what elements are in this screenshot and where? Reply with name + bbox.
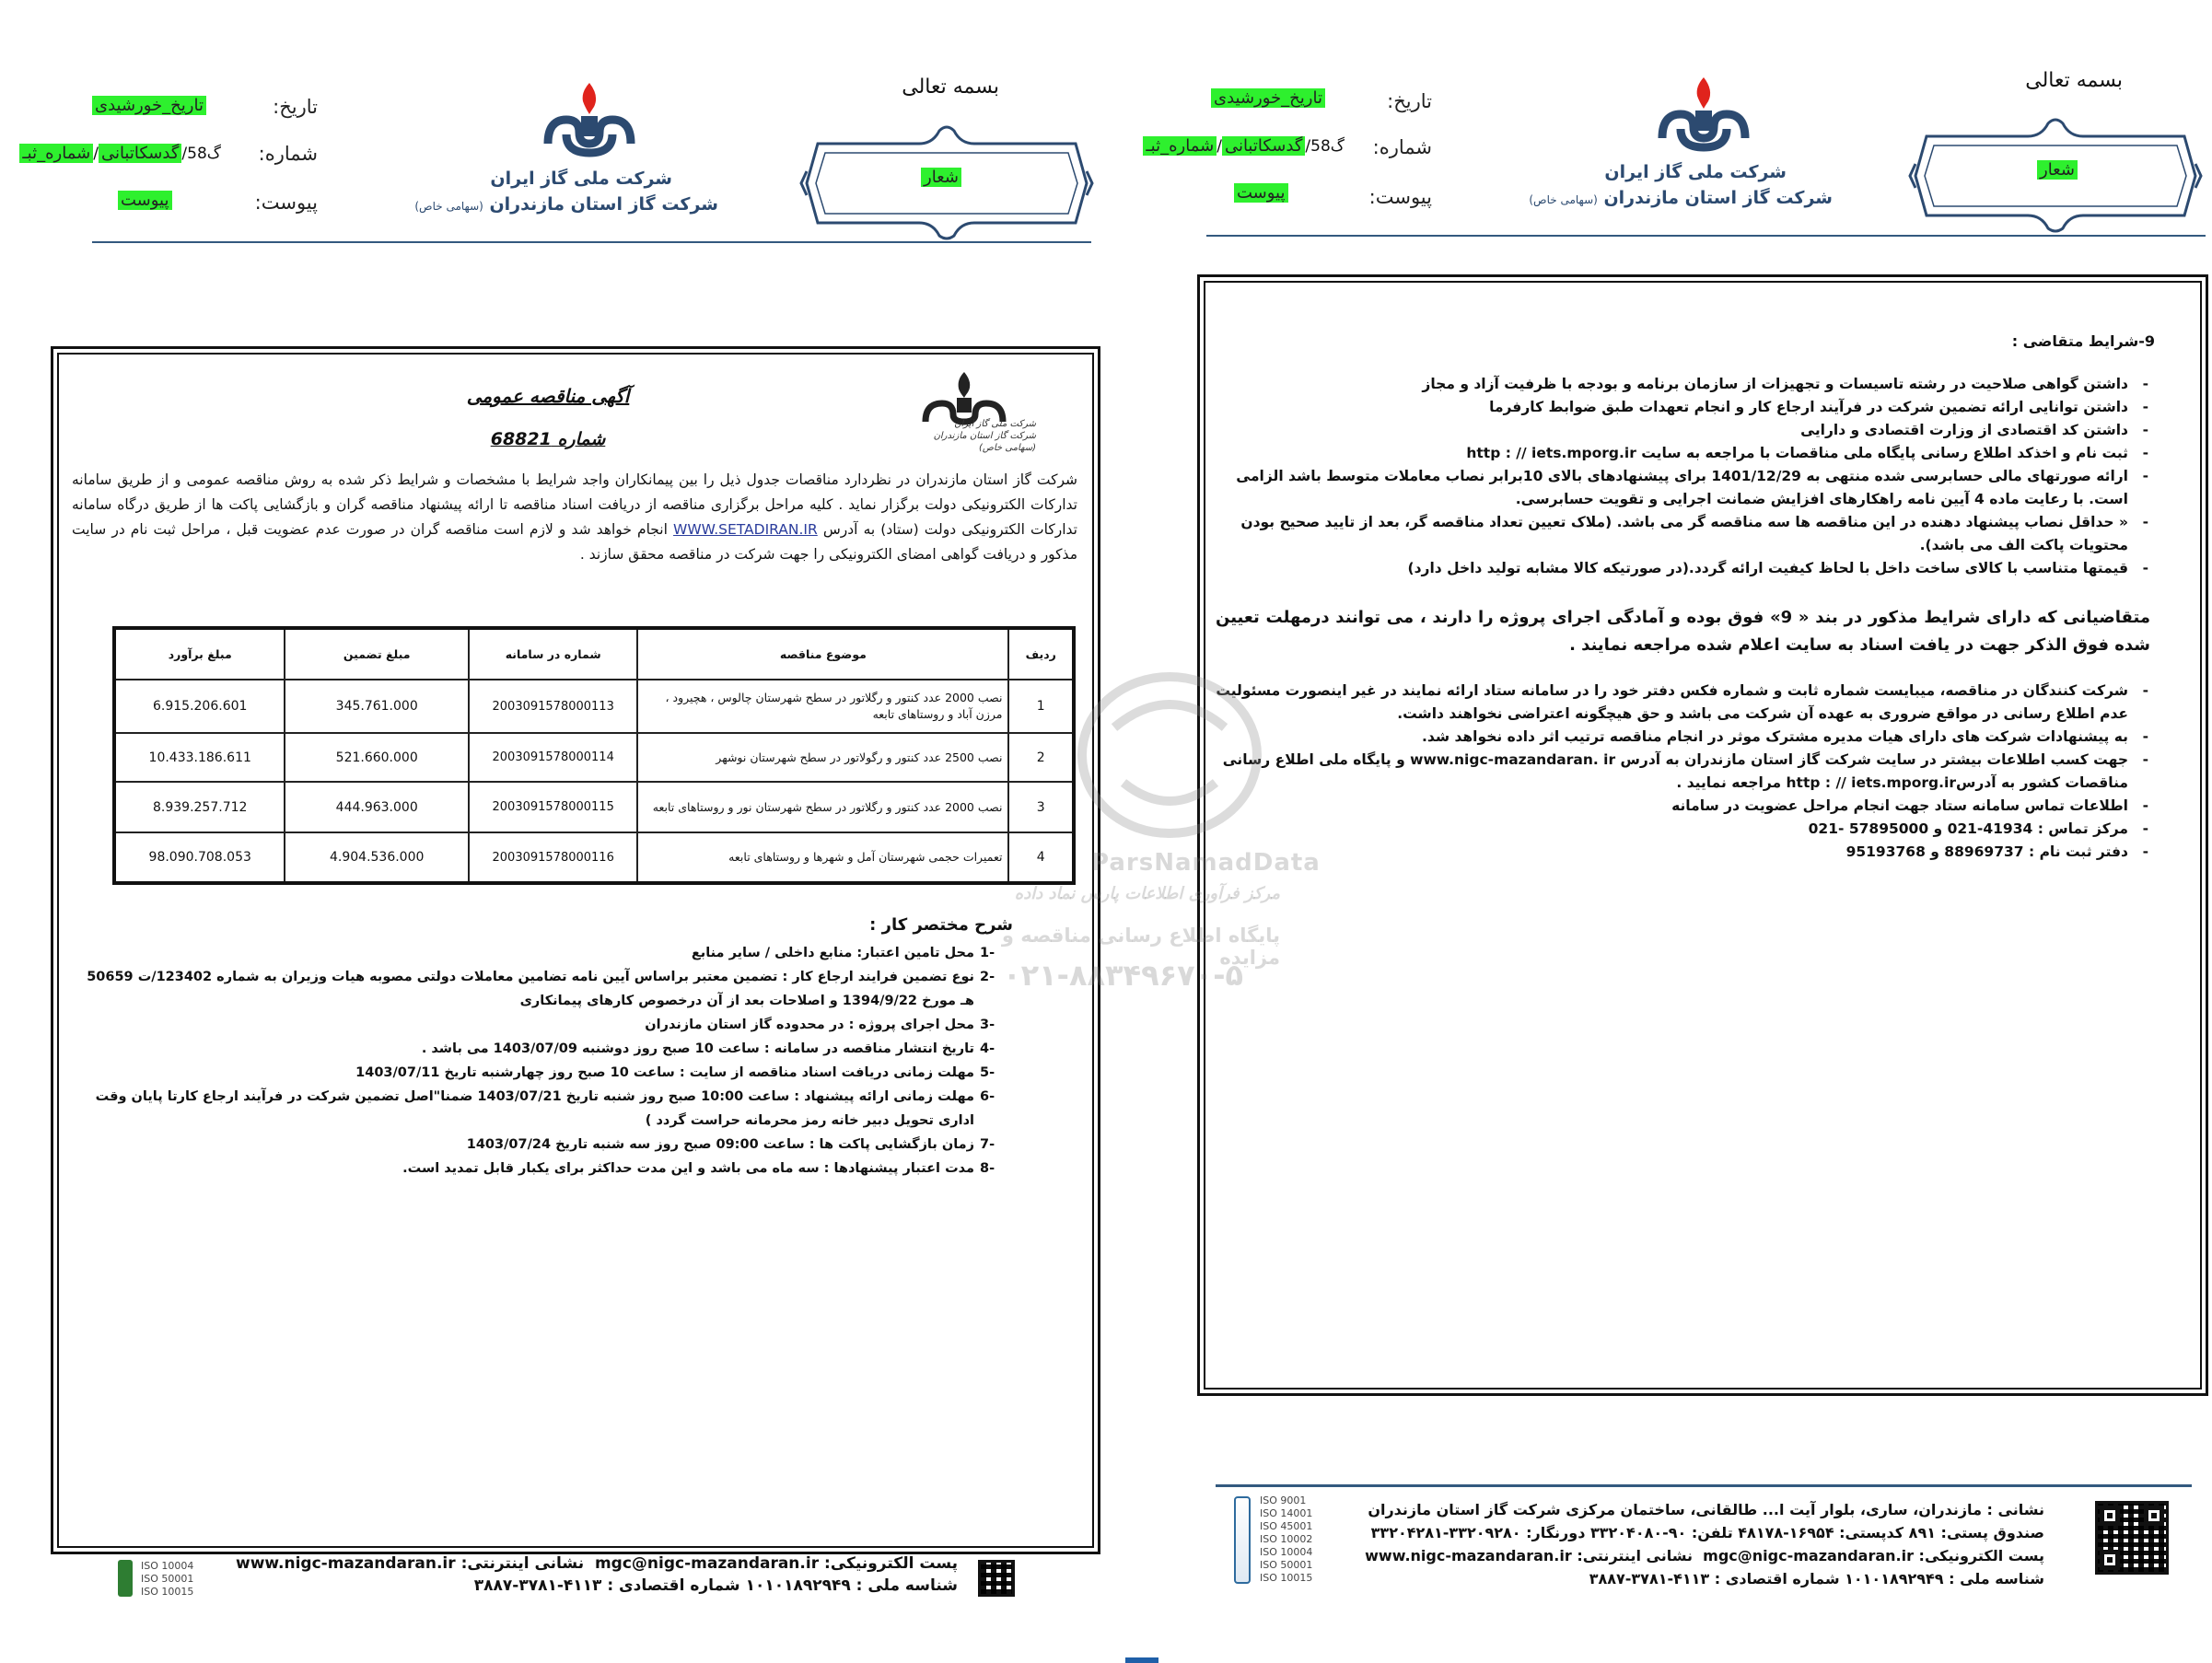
date-field: تاریخ_خورشیدی xyxy=(92,96,206,115)
condition-item: - مرکز تماس : 41934-021 و 57895000 -021 xyxy=(1216,818,2150,841)
summary-item-number: 1- xyxy=(980,946,995,960)
cell-estimate: 98.090.708.053 xyxy=(114,832,285,883)
cell-guarantee: 444.963.000 xyxy=(285,782,469,832)
company-name: شرکت ملی گاز ایران xyxy=(490,169,672,189)
iso-item: ISO 50001 xyxy=(1260,1559,1313,1571)
condition-item: - داشتن کد اقتصادی از وزارت اقتصادی و دارایی xyxy=(1216,419,2150,442)
cell-subject: تعمیرات حجمی شهرستان آمل و شهرها و روستاهای تابعه xyxy=(637,832,1008,883)
summary-title: شرح مختصر کار : xyxy=(869,915,1013,935)
summary-item-number: 3- xyxy=(980,1018,995,1032)
summary-item-number: 4- xyxy=(980,1041,995,1056)
conditions-list xyxy=(1216,373,2150,580)
summary-item-text: مهلت زمانی دریافت اسناد مناقصه از سایت : ساعت 10 صبح روز چهارشنبه تاریخ 1403/07/11 xyxy=(355,1065,974,1080)
left-iso-list xyxy=(141,1560,193,1599)
right-web-label: نشانی اینترنتی: xyxy=(1577,1547,1694,1564)
number-field: گ58/گدسکاتبانی/شماره_ثبـ xyxy=(1151,136,1345,156)
summary-item-text: محل تامین اعتبار: منابع داخلی / سایر منابع xyxy=(691,946,974,960)
summary-item xyxy=(74,1133,1013,1157)
header-rule xyxy=(1206,235,2206,237)
number-field-1: گدسکاتبانی xyxy=(1222,136,1305,156)
notice-paragraph xyxy=(72,468,1077,567)
left-email[interactable]: mgc@nigc-mazandaran.ir xyxy=(594,1554,820,1573)
condition-item: - قیمتها متناسب با کالای ساخت داخل با لحاظ کیفیت ارائه گردد.(در صورتیکه کالا مشابه تولید داخل دارد) xyxy=(1216,557,2150,580)
number-field-2: شماره_ثبـ xyxy=(1143,136,1217,156)
cell-estimate: 8.939.257.712 xyxy=(114,782,285,832)
right-cert-badge-icon xyxy=(1234,1496,1251,1584)
summary-item xyxy=(74,941,1013,965)
right-footer-contact xyxy=(1308,1545,2044,1567)
summary-item-text: مهلت زمانی ارائه پیشنهاد : ساعت 10:00 صبح روز شنبه تاریخ 1403/07/21 ضمنا"اصل تضمین شرکت در فرآیند ارجاع کارتا پایان وقت اداری تحویل دبیر خانه رمز محرمانه حراست گردد ) xyxy=(95,1089,974,1128)
notice-paragraph-1: شرکت گاز استان مازندران در نظردارد مناقصات جدول ذیل را بین پیمانکاران واجد شرایط با مشخصات و شرایط ذکر شده به روش مناقصه عمومی و از طریق سامانه تدارکات الکترونیکی دولت برگزار نماید . کلیه مراحل برگزاری مناقصه از دریافت اسناد مناقصه تا ارائه پیشنهاد مناقصه گران و بازگشایی پاکت ها از طریق درگاه سامانه تدارکات الکترونیکی دولت (ستاد) به آدرس xyxy=(72,471,1077,538)
right-footer-id: شناسه ملی : ۱۰۱۰۱۸۹۲۹۴۹ شماره اقتصادی : ۴۱۱۳-۳۷۸۱-۳۸۸۷ xyxy=(1589,1570,2044,1587)
cell-system-no: 2003091578000116 xyxy=(469,832,637,883)
conditions-emphasis: متقاضیانی که دارای شرایط مذکور در بند « 9» فوق بوده و آمادگی اجرای پروژه را دارند ، می توانند درمهلت تعیین شده فوق الذکر جهت در یافت اسناد به سایت اعلام شده مراجعه نمایند . xyxy=(1216,608,2150,655)
number-label: شماره: xyxy=(1372,136,1432,158)
iso-item: ISO 10002 xyxy=(1260,1533,1313,1545)
date-field: تاریخ_خورشیدی xyxy=(1211,88,1325,108)
summary-item-number: 6- xyxy=(980,1089,995,1104)
watermark-emblem-icon xyxy=(1059,645,1280,847)
iso-item: ISO 50001 xyxy=(141,1573,194,1585)
right-iso-list xyxy=(1260,1494,1312,1585)
condition-item: - « حداقل نصاب پیشنهاد دهنده در این مناقصه ها سه مناقصه گر می باشد. (ملاک تعیین تعداد مناقصه گر، بعد از تایید صحیح بودن محتویات پاکت الف می باشد). xyxy=(1216,511,2150,557)
iso-item: ISO 10004 xyxy=(1260,1546,1313,1558)
header-rule xyxy=(92,241,1091,243)
cell-system-no: 2003091578000115 xyxy=(469,782,637,832)
tender-table xyxy=(112,626,1076,885)
right-qr-code-icon xyxy=(2095,1501,2169,1575)
table-row xyxy=(114,680,1074,733)
date-label: تاریخ: xyxy=(1387,90,1432,112)
number-prefix: گ58/ xyxy=(181,145,221,163)
summary-item-number: 8- xyxy=(980,1161,995,1176)
subsidiary-text: شرکت گاز استان مازندران xyxy=(489,194,718,215)
table-row xyxy=(114,733,1074,782)
cell-row: 1 xyxy=(1008,680,1074,733)
left-footer-contact xyxy=(221,1553,958,1575)
attachment-label: پیوست: xyxy=(254,192,318,214)
condition-item: - داشتن توانایی ارائه تضمین شرکت در فرآیند ارجاع کار و انجام تعهدات طبق ضوابط کارفرما xyxy=(1216,396,2150,419)
date-label: تاریخ: xyxy=(273,96,318,118)
left-web-label: نشانی اینترنتی: xyxy=(460,1554,585,1573)
cell-guarantee: 345.761.000 xyxy=(285,680,469,733)
subsidiary-name xyxy=(414,194,718,215)
right-footer-address: نشانی : مازندران، ساری، بلوار آیت ا... طالقانی، ساختمان مرکزی شرکت گاز استان مازندران xyxy=(1368,1501,2044,1518)
subsidiary-name xyxy=(1529,188,1833,208)
attachment-field: پیوست xyxy=(118,191,172,210)
summary-item xyxy=(74,1013,1013,1037)
company-name: شرکت ملی گاز ایران xyxy=(1604,162,1787,182)
number-field: گ58/گدسکاتبانی/شماره_ثبـ xyxy=(37,144,221,163)
condition-item: - اطلاعات تماس سامانه ستاد جهت انجام مراحل عضویت در سامانه xyxy=(1216,795,2150,818)
col-estimate: مبلغ برآورد xyxy=(114,628,285,680)
summary-item-number: 5- xyxy=(980,1065,995,1080)
summary-item xyxy=(74,1157,1013,1180)
notice-logo-line2: شرکت گاز استان مازندران xyxy=(933,431,1036,441)
left-email-label: پست الکترونیکی: xyxy=(824,1554,958,1573)
summary-item xyxy=(74,1061,1013,1085)
watermark-phone: ۰۲۱-۸۸۳۴۹۶۷۰-۵ xyxy=(1003,958,1243,993)
attachment-label: پیوست: xyxy=(1368,186,1432,208)
subsidiary-note: (سهامی خاص) xyxy=(414,200,483,213)
left-web[interactable]: www.nigc-mazandaran.ir xyxy=(236,1554,456,1573)
conditions-list-2 xyxy=(1216,680,2150,864)
iso-item: ISO 10015 xyxy=(141,1586,194,1598)
subsidiary-text: شرکت گاز استان مازندران xyxy=(1603,188,1833,208)
col-system-no: شماره در سامانه xyxy=(469,628,637,680)
iso-item: ISO 9001 xyxy=(1260,1494,1307,1506)
col-subject: موضوع مناقصه xyxy=(637,628,1008,680)
number-field-2: شماره_ثبـ xyxy=(19,144,93,163)
left-qr-code-icon xyxy=(978,1560,1015,1597)
setadiran-link[interactable]: WWW.SETADIRAN.IR xyxy=(673,521,818,538)
summary-item-text: تاریخ انتشار مناقصه در سامانه : ساعت 10 صبح روز دوشنبه 1403/07/09 می باشد . xyxy=(421,1041,974,1056)
summary-item-text: مدت اعتبار پیشنهادها : سه ماه می باشد و این مدت حداکثر برای یکبار قابل تمدید است. xyxy=(402,1161,974,1176)
left-cert-badge-icon xyxy=(118,1560,133,1597)
conditions-title: 9-شرایط متقاضی : xyxy=(2011,332,2155,350)
iso-item: ISO 14001 xyxy=(1260,1507,1313,1519)
summary-item-text: زمان بازگشایی پاکت ها : ساعت 09:00 صبح روز سه شنبه تاریخ 1403/07/24 xyxy=(466,1137,974,1152)
watermark-brand: ParsNamadData xyxy=(1091,849,1321,877)
cell-row: 4 xyxy=(1008,832,1074,883)
summary-item xyxy=(74,1085,1013,1133)
condition-item: - دفتر ثبت نام : 88969737 و 95193768 xyxy=(1216,841,2150,864)
cell-subject: نصب 2500 عدد کنتور و رگولاتور در سطح شهرستان نوشهر xyxy=(637,733,1008,782)
slogan-field: شعار xyxy=(921,168,961,187)
table-row xyxy=(114,832,1074,883)
attachment-field: پیوست xyxy=(1234,183,1288,203)
iso-item: ISO 45001 xyxy=(1260,1520,1313,1532)
notice-paragraph-2: انجام خواهد شد و لازم است مناقصه گران در صورت عدم عضویت قبل ، مراحل ثبت نام در سایت مذکور و دریافت گواهی امضای الکترونیکی را جهت شرکت در مناقصه محقق سازند . xyxy=(72,521,1077,563)
cell-system-no: 2003091578000113 xyxy=(469,680,637,733)
left-footer-id: شناسه ملی : ۱۰۱۰۱۸۹۲۹۴۹ شماره اقتصادی : ۴۱۱۳-۳۷۸۱-۳۸۸۷ xyxy=(473,1576,958,1595)
footer-rule xyxy=(1216,1484,2192,1487)
number-field-1: گدسکاتبانی xyxy=(99,144,181,163)
cell-system-no: 2003091578000114 xyxy=(469,733,637,782)
table-row xyxy=(114,782,1074,832)
summary-item-text: نوع تضمین فرایند ارجاع کار : تضمین معتبر براساس آیین نامه تضامین معاملات دولتی مصوبه هیات وزیران به شماره 123402/ت 50659 هـ مورخ 1394/9/22 و اصلاحات بعد از آن درخصوص کارهای پیمانکاری xyxy=(87,970,974,1008)
number-label: شماره: xyxy=(258,143,318,165)
bismillah: بسمه تعالی xyxy=(902,76,999,99)
iso-item: ISO 10015 xyxy=(1260,1572,1313,1584)
right-email-label: پست الکترونیکی: xyxy=(1918,1547,2044,1564)
col-guarantee: مبلغ تضمین xyxy=(285,628,469,680)
condition-item: - جهت کسب اطلاعات بیشتر در سایت شرکت گاز استان مازندران به آدرس www.nigc-mazandaran. ir و پایگاه ملی اطلاع رسانی مناقصات کشور به آدرسhttp : // iets.mporg.ir مراجعه نمایید . xyxy=(1216,749,2150,795)
summary-item-number: 7- xyxy=(980,1137,995,1152)
cell-subject: نصب 2000 عدد کنتور و رگلاتور در سطح شهرستان نور و روستاهای تابعه xyxy=(637,782,1008,832)
condition-item: - ثبت نام و اخذکد اطلاع رسانی پایگاه ملی مناقصات با مراجعه به سایت http : // iets.mporg.ir xyxy=(1216,442,2150,465)
summary-list xyxy=(74,941,1013,1180)
slogan-field: شعار xyxy=(2037,160,2078,180)
watermark-line2: پایگاه اطلاع رسانی مناقصه و مزایده xyxy=(1001,925,1280,969)
condition-item: - به پیشنهادات شرکت های دارای هیات مدیره مشترک موثر در انجام مناقصه ترتیب اثر داده نخواهد شد. xyxy=(1216,726,2150,749)
condition-item: - ارائه صورتهای مالی حسابرسی شده منتهی به 1401/12/29 برای پیشنهادهای بالای 10برابر نصاب معاملات متوسط باشد الزامی است. با رعایت ماده 4 آیین نامه راهکارهای افزایش ضمانت اجرایی و تقویت حسابرسی. xyxy=(1216,465,2150,511)
notice-logo-line3: (سهامی خاص) xyxy=(978,443,1036,453)
condition-item: - داشتن گواهی صلاحیت در رشته تاسیسات و تجهیزات از سازمان برنامه و بودجه با ظرفیت آزاد و مجاز xyxy=(1216,373,2150,396)
summary-item xyxy=(74,965,1013,1013)
condition-item: - شرکت کنندگان در مناقصه، میبایست شماره ثابت و شماره فکس دفتر خود را در سامانه ستاد ارائه نمایند در غیر اینصورت مسئولیت عدم اطلاع رسانی در مواقع ضروری به عهده آن شرکت می باشد و حق هیچگونه اعتراضی نخواهند داشت. xyxy=(1216,680,2150,726)
summary-item-text: محل اجرای پروژه : در محدوده گاز استان مازندران xyxy=(645,1018,974,1032)
col-row: ردیف xyxy=(1008,628,1074,680)
notice-number: شماره 68821 xyxy=(490,429,606,449)
number-prefix: گ58/ xyxy=(1305,137,1345,156)
cell-subject: نصب 2000 عدد کنتور و رگلاتور در سطح شهرستان چالوس ، هچیرود ، مرزن آباد و روستاهای تابعه xyxy=(637,680,1008,733)
nigc-logo-icon xyxy=(1653,74,1754,158)
cell-guarantee: 521.660.000 xyxy=(285,733,469,782)
table-header-row xyxy=(114,628,1074,680)
cell-guarantee: 4.904.536.000 xyxy=(285,832,469,883)
page-marker xyxy=(1125,1657,1158,1663)
cell-estimate: 10.433.186.611 xyxy=(114,733,285,782)
summary-item-number: 2- xyxy=(980,970,995,984)
right-footer-postal: صندوق پستی: ۸۹۱ کدپستی: ۱۶۹۵۴-۴۸۱۷۸ تلفن: ۹۰-۳۳۲۰۴۰۸۰ دورنگار: ۳۳۲۰۹۲۸۰-۳۳۲۰۴۲۸۱ xyxy=(1370,1524,2044,1541)
notice-title: آگهی مناقصه عمومی xyxy=(466,385,630,407)
cell-estimate: 6.915.206.601 xyxy=(114,680,285,733)
right-email[interactable]: mgc@nigc-mazandaran.ir xyxy=(1703,1547,1914,1564)
subsidiary-note: (سهامی خاص) xyxy=(1529,193,1598,206)
iso-item: ISO 10004 xyxy=(141,1560,194,1572)
notice-logo-text xyxy=(898,418,1036,454)
notice-logo-line1: شرکت ملی گاز ایران xyxy=(954,419,1036,429)
summary-item xyxy=(74,1037,1013,1061)
nigc-logo-icon xyxy=(539,79,640,164)
watermark-line1: مرکز فرآوری اطلاعات پارس نماد داده xyxy=(1014,884,1280,903)
bismillah: بسمه تعالی xyxy=(2025,69,2123,92)
cell-row: 2 xyxy=(1008,733,1074,782)
right-web[interactable]: www.nigc-mazandaran.ir xyxy=(1365,1547,1572,1564)
cell-row: 3 xyxy=(1008,782,1074,832)
